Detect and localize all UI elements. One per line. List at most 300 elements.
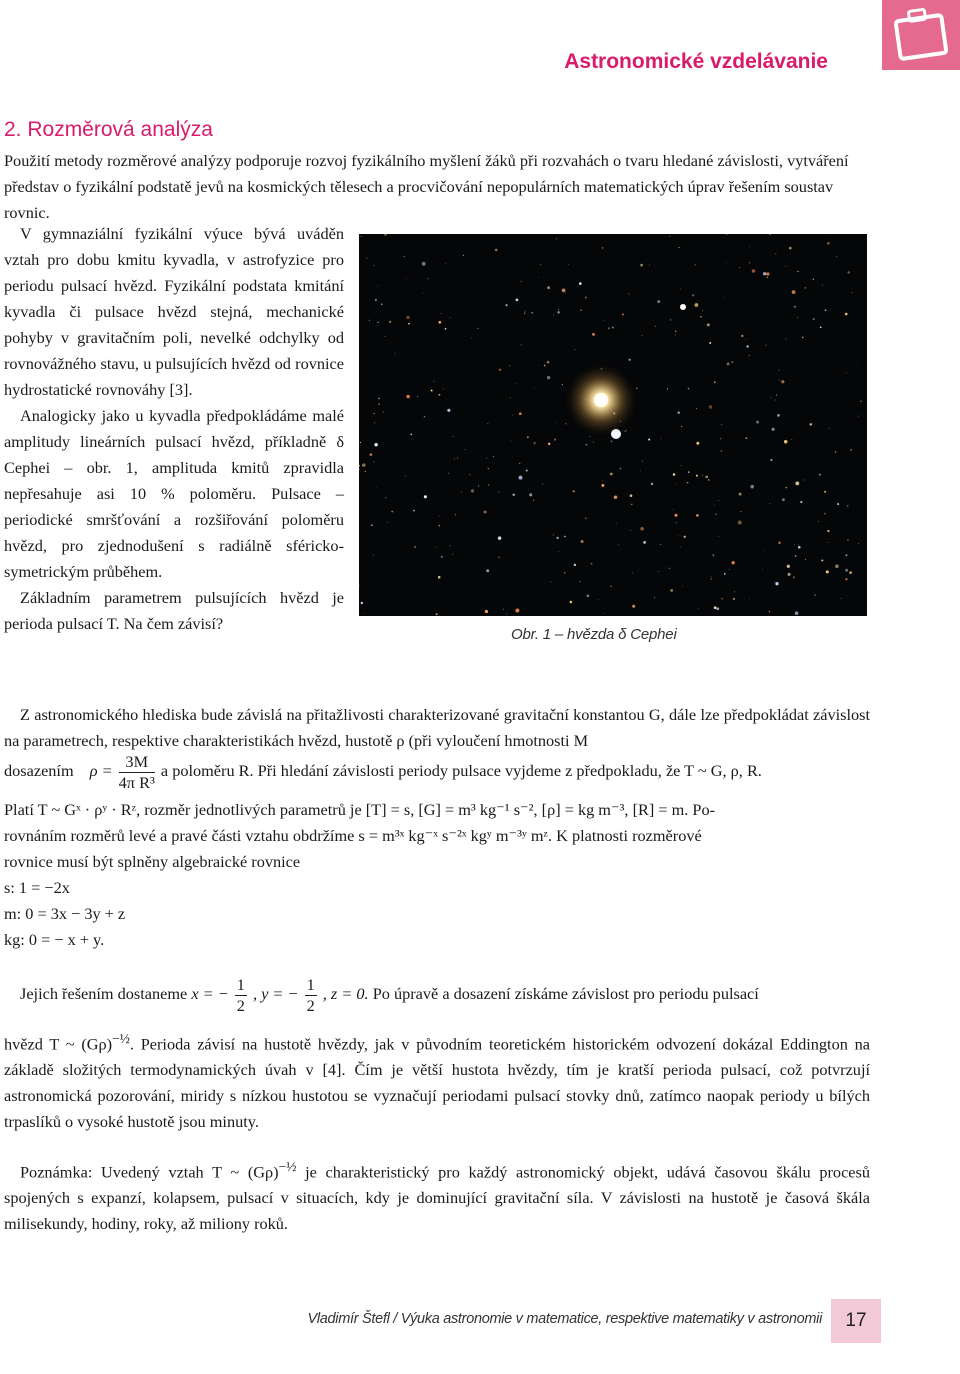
background-star bbox=[714, 301, 715, 302]
background-star bbox=[696, 408, 697, 409]
background-star bbox=[772, 428, 775, 431]
background-star bbox=[585, 297, 587, 299]
background-star bbox=[777, 414, 780, 417]
background-star bbox=[825, 309, 827, 311]
background-star bbox=[788, 573, 791, 576]
background-star bbox=[847, 505, 849, 507]
background-star bbox=[374, 422, 375, 423]
background-star bbox=[591, 563, 593, 565]
background-star bbox=[681, 426, 682, 427]
background-star bbox=[792, 439, 793, 440]
background-star bbox=[642, 335, 643, 336]
background-star bbox=[521, 345, 522, 346]
background-star bbox=[414, 547, 415, 548]
background-star bbox=[756, 421, 759, 424]
background-star bbox=[762, 569, 763, 570]
background-star bbox=[487, 423, 488, 424]
background-star bbox=[448, 473, 449, 474]
background-star bbox=[521, 281, 522, 282]
background-star bbox=[579, 282, 582, 285]
background-star bbox=[789, 247, 792, 250]
background-star bbox=[383, 412, 384, 413]
background-star bbox=[498, 536, 502, 540]
background-star bbox=[574, 564, 576, 566]
background-star bbox=[769, 611, 771, 613]
background-star bbox=[747, 345, 749, 347]
background-star bbox=[612, 327, 614, 329]
background-star bbox=[852, 292, 853, 293]
background-star bbox=[676, 522, 677, 523]
background-star bbox=[629, 359, 631, 361]
background-star bbox=[698, 608, 699, 609]
background-star bbox=[602, 480, 603, 481]
background-star bbox=[457, 458, 458, 459]
background-star bbox=[680, 547, 681, 548]
background-star bbox=[675, 331, 677, 333]
background-star bbox=[732, 561, 735, 564]
background-star bbox=[614, 495, 617, 498]
background-star bbox=[385, 336, 386, 337]
background-star bbox=[687, 482, 689, 484]
background-star bbox=[776, 395, 777, 396]
background-star bbox=[602, 247, 604, 249]
note-body: je charakteristický pro každý astronomický objekt, udává časovou škálu procesů spojených s expanzí, kolapsem, pulsací v situacích, kdy je dominující gravitační síla. V závislosti na hustotě je časová škála milisekundy, hodiny, roky, až miliony roků. bbox=[4, 1162, 870, 1234]
background-star bbox=[465, 449, 466, 450]
background-star bbox=[463, 255, 464, 256]
background-star bbox=[443, 388, 444, 389]
background-star bbox=[455, 514, 456, 515]
background-star bbox=[797, 271, 798, 272]
background-star bbox=[718, 500, 719, 501]
background-star bbox=[771, 398, 772, 399]
background-star bbox=[640, 527, 644, 531]
note-text bbox=[4, 1154, 870, 1237]
background-star bbox=[675, 334, 676, 335]
background-star bbox=[841, 598, 842, 599]
background-star bbox=[610, 585, 612, 587]
background-star bbox=[803, 480, 804, 481]
background-star bbox=[752, 269, 755, 272]
background-star bbox=[829, 428, 830, 429]
background-star bbox=[548, 443, 550, 445]
background-star bbox=[669, 568, 670, 569]
background-star bbox=[678, 534, 679, 535]
note-prefix: Poznámka: Uvedený vztah T ~ (Gρ) bbox=[20, 1162, 279, 1182]
note-exponent: −½ bbox=[278, 1159, 297, 1174]
background-star bbox=[782, 498, 785, 501]
density-fraction bbox=[119, 752, 155, 793]
background-star bbox=[454, 459, 455, 460]
background-star bbox=[439, 525, 440, 526]
background-star bbox=[436, 613, 438, 615]
background-star bbox=[365, 471, 366, 472]
background-star bbox=[673, 509, 674, 510]
background-star bbox=[770, 459, 772, 461]
background-star bbox=[845, 569, 848, 572]
background-star bbox=[805, 287, 806, 288]
background-star bbox=[670, 589, 673, 592]
background-star bbox=[498, 492, 499, 493]
background-star bbox=[486, 569, 489, 572]
background-star bbox=[488, 484, 489, 485]
background-star bbox=[695, 303, 699, 307]
background-star bbox=[553, 534, 554, 535]
background-star bbox=[438, 394, 440, 396]
background-star bbox=[658, 571, 659, 572]
background-star bbox=[515, 383, 516, 384]
background-star bbox=[725, 262, 726, 263]
bright-star bbox=[680, 304, 686, 310]
substitution-suffix: a poloměru R. Při hledání závislosti periody pulsace vyjdeme z předpokladu, že T ~ G, ρ, R. bbox=[160, 761, 762, 781]
background-star bbox=[361, 602, 363, 604]
background-star bbox=[529, 493, 532, 496]
background-star bbox=[792, 290, 796, 294]
background-star bbox=[714, 381, 716, 383]
background-star bbox=[374, 265, 375, 266]
background-star bbox=[720, 438, 721, 439]
background-star bbox=[642, 461, 643, 462]
background-star bbox=[593, 442, 594, 443]
background-star bbox=[568, 264, 569, 265]
background-star bbox=[794, 544, 795, 545]
background-star bbox=[574, 349, 575, 350]
background-star bbox=[486, 458, 487, 459]
background-star bbox=[845, 578, 847, 580]
background-star bbox=[793, 576, 795, 578]
background-star bbox=[581, 540, 584, 543]
background-star bbox=[431, 390, 433, 392]
result-body: . Perioda závisí na hustotě hvězdy, jak v původním teoretickém historickém odvození dokázal Eddington na základě složitých termodynamických úvah v [4]. Čím je větší hustota hvězdy, tím je kratší perioda pulsací, což potvrzují astronomická pozorování, miridy s nízkou hustotou se vyznačují periodami pulsací stovky dnů, zatímco naopak periody u bílých trpaslíků o vysoké hustotě jsou minuty. bbox=[4, 1034, 870, 1132]
background-star bbox=[525, 311, 526, 312]
background-star bbox=[527, 436, 529, 438]
background-star bbox=[564, 572, 565, 573]
background-star bbox=[684, 536, 686, 538]
background-star bbox=[438, 576, 441, 579]
background-star bbox=[858, 416, 859, 417]
background-star bbox=[797, 317, 798, 318]
background-star bbox=[681, 465, 682, 466]
background-star bbox=[408, 323, 410, 325]
background-star bbox=[766, 277, 768, 279]
background-star bbox=[520, 344, 521, 345]
density-substitution-line bbox=[4, 752, 762, 793]
background-star bbox=[555, 423, 556, 424]
background-star bbox=[857, 362, 858, 363]
background-star bbox=[721, 598, 722, 599]
section-title: 2. Rozměrová analýza bbox=[4, 118, 213, 141]
background-star bbox=[692, 294, 694, 296]
background-star bbox=[622, 313, 624, 315]
background-star bbox=[395, 353, 396, 354]
left-column bbox=[4, 221, 344, 637]
fraction-denominator: 2 bbox=[236, 996, 245, 1015]
background-star bbox=[749, 598, 750, 599]
background-star bbox=[678, 247, 679, 248]
background-star bbox=[478, 485, 479, 486]
background-star bbox=[818, 521, 819, 522]
page-number: 17 bbox=[831, 1299, 881, 1343]
background-star bbox=[441, 313, 442, 314]
background-star bbox=[544, 365, 546, 367]
background-star bbox=[733, 598, 735, 600]
background-star bbox=[705, 476, 708, 479]
solution-y: , y = − bbox=[253, 984, 299, 1004]
background-star bbox=[822, 285, 823, 286]
background-star bbox=[713, 554, 715, 556]
result-paragraph bbox=[4, 1026, 870, 1135]
background-star bbox=[373, 413, 374, 414]
density-denominator: 4π R³ bbox=[118, 773, 155, 792]
background-star bbox=[519, 412, 522, 415]
background-star bbox=[471, 338, 472, 339]
note-paragraph bbox=[4, 1154, 870, 1237]
background-star bbox=[406, 278, 407, 279]
background-star bbox=[654, 597, 655, 598]
background-star bbox=[680, 289, 681, 290]
background-star bbox=[359, 465, 360, 467]
background-star bbox=[510, 440, 511, 441]
background-star bbox=[562, 384, 563, 385]
background-star bbox=[371, 524, 373, 526]
fraction-numerator: 1 bbox=[236, 975, 245, 994]
background-star bbox=[716, 607, 719, 610]
background-star bbox=[785, 266, 786, 267]
background-star bbox=[374, 443, 377, 446]
background-star bbox=[786, 487, 788, 489]
background-star bbox=[721, 450, 723, 452]
background-star bbox=[389, 321, 391, 323]
solution-x-fraction bbox=[235, 975, 247, 1016]
background-star bbox=[749, 262, 751, 264]
background-star bbox=[718, 536, 719, 537]
background-star bbox=[531, 312, 533, 314]
background-star bbox=[702, 310, 703, 311]
background-star bbox=[628, 293, 629, 294]
background-star bbox=[630, 530, 631, 531]
background-star bbox=[708, 479, 709, 480]
left-paragraph-2: Analogicky jako u kyvadla předpokládáme malé amplitudy lineárních pulsací hvězd, příkladně δ Cephei – obr. 1, amplituda kmitů zpravidla nepřesahuje asi 10 % poloměru. Pulsace – periodické smršťování a rozšiřování poloměru hvězd, pro zjednodušení s radiálně sféricko-symetrickým průběhem. bbox=[4, 406, 344, 581]
background-star bbox=[558, 551, 559, 552]
background-star bbox=[660, 438, 661, 439]
background-star bbox=[554, 439, 556, 441]
background-star bbox=[745, 339, 746, 340]
background-star bbox=[794, 306, 796, 308]
solution-prefix: Jejich řešením dostaneme bbox=[20, 984, 188, 1004]
background-star bbox=[557, 311, 559, 313]
background-star bbox=[510, 397, 511, 398]
background-star bbox=[488, 468, 489, 469]
background-star bbox=[696, 442, 699, 445]
background-star bbox=[579, 581, 580, 582]
background-star bbox=[565, 292, 566, 293]
background-star bbox=[506, 304, 508, 306]
background-star bbox=[515, 609, 519, 613]
background-star bbox=[376, 488, 377, 489]
background-star bbox=[740, 511, 741, 512]
background-star bbox=[364, 613, 365, 614]
background-star bbox=[427, 278, 428, 279]
background-star bbox=[640, 264, 643, 267]
background-star bbox=[769, 503, 770, 504]
background-star bbox=[673, 473, 676, 476]
background-star bbox=[509, 365, 510, 366]
background-star bbox=[506, 614, 507, 615]
background-star bbox=[778, 542, 781, 545]
substitution-prefix: dosazením bbox=[4, 761, 74, 781]
background-star bbox=[820, 327, 822, 329]
companion-star bbox=[611, 429, 621, 439]
background-star bbox=[359, 469, 360, 470]
background-star bbox=[821, 559, 823, 561]
background-star bbox=[795, 482, 799, 486]
background-star bbox=[741, 335, 743, 337]
background-star bbox=[670, 319, 671, 320]
background-star bbox=[847, 271, 849, 273]
background-star bbox=[745, 437, 747, 439]
background-star bbox=[798, 544, 799, 545]
background-star bbox=[711, 579, 712, 580]
background-star bbox=[484, 511, 487, 514]
background-star bbox=[847, 539, 849, 541]
background-star bbox=[453, 436, 454, 437]
background-star bbox=[709, 342, 711, 344]
background-star bbox=[651, 483, 653, 485]
background-star bbox=[795, 611, 799, 615]
star-field-image bbox=[359, 234, 867, 616]
background-star bbox=[696, 514, 699, 517]
background-star bbox=[377, 322, 378, 323]
background-star bbox=[373, 555, 374, 556]
background-star bbox=[439, 516, 440, 517]
background-star bbox=[570, 601, 573, 604]
background-star bbox=[360, 442, 361, 443]
background-star bbox=[565, 423, 566, 424]
background-star bbox=[556, 238, 557, 239]
background-star bbox=[611, 440, 613, 442]
background-star bbox=[598, 599, 599, 600]
background-star bbox=[860, 401, 861, 402]
background-star bbox=[540, 264, 541, 265]
background-star bbox=[769, 234, 771, 235]
background-star bbox=[495, 249, 498, 252]
background-star bbox=[632, 573, 633, 574]
background-star bbox=[391, 511, 393, 513]
background-star bbox=[845, 554, 847, 556]
background-star bbox=[413, 510, 415, 512]
background-star bbox=[538, 365, 539, 366]
background-star bbox=[824, 491, 826, 493]
suitcase-icon bbox=[892, 4, 952, 64]
background-star bbox=[422, 293, 423, 294]
background-star bbox=[845, 313, 848, 316]
background-star bbox=[749, 246, 750, 247]
background-star bbox=[836, 256, 837, 257]
background-star bbox=[815, 595, 816, 596]
background-star bbox=[846, 372, 847, 373]
background-star bbox=[447, 409, 450, 412]
background-star bbox=[667, 388, 668, 389]
background-star bbox=[766, 272, 769, 275]
background-star bbox=[461, 491, 462, 492]
background-star bbox=[433, 381, 434, 382]
background-star bbox=[533, 500, 534, 501]
background-star bbox=[835, 451, 837, 453]
background-star bbox=[827, 542, 828, 543]
background-star bbox=[763, 550, 764, 551]
background-star bbox=[724, 297, 725, 298]
background-star bbox=[837, 503, 839, 505]
background-star bbox=[729, 569, 730, 570]
background-star bbox=[785, 338, 786, 339]
background-star bbox=[849, 571, 852, 574]
background-star bbox=[784, 440, 787, 443]
background-star bbox=[512, 415, 513, 416]
background-star bbox=[616, 523, 617, 524]
background-star bbox=[556, 537, 558, 539]
background-star bbox=[649, 265, 650, 266]
background-star bbox=[734, 591, 735, 592]
result-exponent: −½ bbox=[112, 1031, 130, 1046]
background-star bbox=[542, 484, 543, 485]
result-prefix: hvězd T ~ (Gρ) bbox=[4, 1034, 113, 1054]
background-star bbox=[519, 476, 523, 480]
dimension-line-3: rovnice musí být splněny algebraické rovnice bbox=[4, 852, 301, 871]
background-star bbox=[714, 505, 715, 506]
background-star bbox=[727, 363, 730, 366]
background-star bbox=[709, 405, 712, 408]
background-star bbox=[669, 236, 670, 237]
background-star bbox=[445, 263, 446, 264]
background-star bbox=[587, 595, 590, 598]
background-star bbox=[610, 473, 613, 476]
equation-s: s: 1 = −2x bbox=[4, 878, 70, 897]
background-star bbox=[553, 315, 554, 316]
background-star bbox=[775, 253, 776, 254]
solution-suffix: Po úpravě a dosazení získáme závislost pro periodu pulsací bbox=[372, 984, 759, 1004]
background-star bbox=[813, 318, 815, 320]
delta-cephei-core bbox=[594, 393, 608, 407]
background-star bbox=[702, 475, 703, 476]
background-star bbox=[655, 326, 656, 327]
background-star bbox=[677, 412, 679, 414]
background-star bbox=[688, 471, 689, 472]
background-star bbox=[750, 485, 754, 489]
background-star bbox=[586, 444, 588, 446]
background-star bbox=[580, 310, 582, 312]
background-star bbox=[513, 494, 515, 496]
background-star bbox=[827, 242, 830, 245]
background-star bbox=[547, 376, 550, 379]
background-star bbox=[524, 312, 525, 313]
solution-y-fraction bbox=[305, 975, 317, 1016]
background-star bbox=[618, 544, 619, 545]
background-star bbox=[774, 400, 775, 401]
background-star bbox=[538, 277, 539, 278]
background-star bbox=[811, 513, 812, 514]
background-star bbox=[675, 484, 676, 485]
background-star bbox=[485, 610, 488, 613]
solution-z: , z = 0. bbox=[322, 984, 369, 1004]
background-star bbox=[406, 316, 409, 319]
background-star bbox=[378, 398, 379, 399]
background-star bbox=[503, 609, 504, 610]
background-star bbox=[620, 468, 622, 470]
background-star bbox=[835, 564, 839, 568]
background-star bbox=[657, 300, 660, 303]
background-star bbox=[695, 264, 696, 265]
background-star bbox=[826, 234, 827, 235]
background-star bbox=[573, 490, 575, 492]
